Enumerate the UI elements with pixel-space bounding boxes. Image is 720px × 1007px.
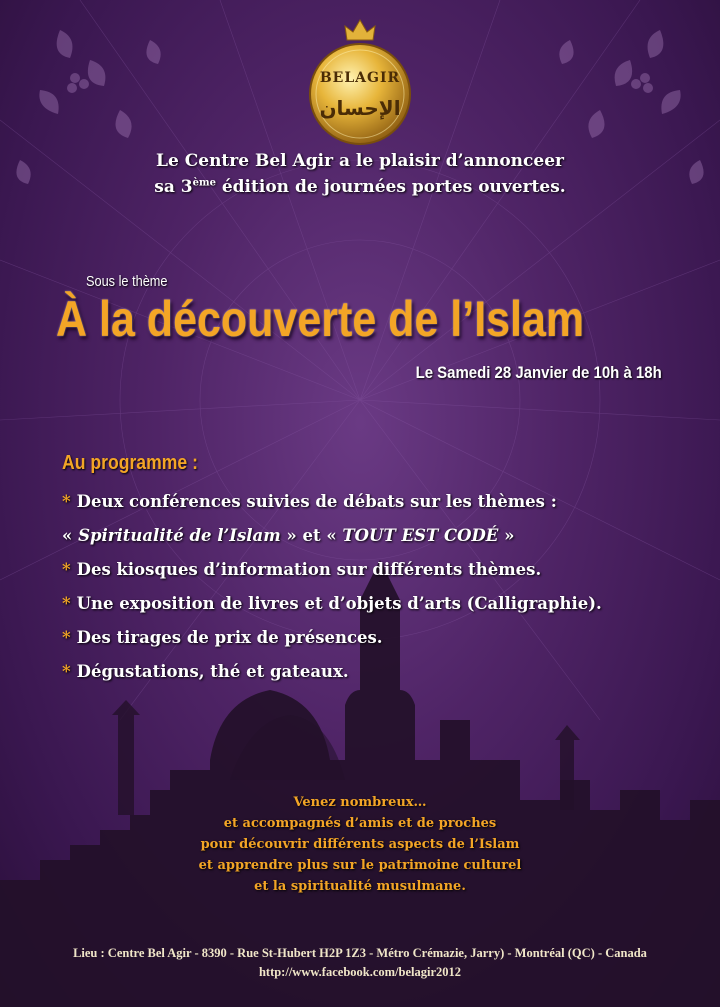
closing-line: et la spiritualité musulmane.	[254, 879, 466, 894]
logo-latin-text: BELAGIR	[319, 70, 401, 86]
conference-title-2: TOUT EST CODÉ	[342, 526, 499, 545]
quote-open: «	[62, 526, 79, 545]
closing-invitation	[0, 792, 720, 897]
closing-line: et apprendre plus sur le patrimoine culturel	[198, 858, 522, 873]
intro-line-2-start: sa 3	[154, 177, 193, 197]
theme-label: Sous le thème	[86, 273, 168, 290]
bullet-star: *	[62, 560, 71, 579]
bullet-star: *	[62, 628, 71, 647]
list-item	[62, 553, 702, 587]
edition-superscript: ème	[192, 177, 216, 189]
event-date: Le Samedi 28 Janvier de 10h à 18h	[415, 363, 662, 382]
program-list	[62, 485, 702, 689]
venue-address: Lieu : Centre Bel Agir - 8390 - Rue St-Hubert H2P 1Z3 - Métro Crémazie, Jarry) - Montréal (QC) - Canada	[73, 946, 647, 960]
program-item-text: Une exposition de livres et d’objets d’arts (Calligraphie).	[76, 594, 602, 613]
conference-title-1: Spiritualité de l’Islam	[78, 526, 281, 545]
logo-arabic-text: الإحسان	[319, 96, 401, 120]
closing-line: Venez nombreux…	[293, 795, 427, 810]
bullet-star: *	[62, 662, 71, 681]
footer-info	[0, 944, 720, 982]
quote-joiner: » et «	[280, 526, 343, 545]
closing-line: pour découvrir différents aspects de l’Islam	[200, 837, 520, 852]
list-item	[62, 587, 702, 621]
list-item	[62, 621, 702, 655]
program-item-text: Des tirages de prix de présences.	[76, 628, 383, 647]
list-item	[62, 519, 702, 553]
bullet-star: *	[62, 492, 71, 511]
intro-line-1: Le Centre Bel Agir a le plaisir d’annonceer	[156, 151, 564, 171]
program-item-text: Deux conférences suivies de débats sur les thèmes :	[76, 492, 557, 511]
event-title: À la découverte de l’Islam	[56, 291, 585, 347]
program-item-text: Des kiosques d’information sur différents thèmes.	[76, 560, 542, 579]
bullet-star: *	[62, 594, 71, 613]
closing-line: et accompagnés d’amis et de proches	[223, 816, 497, 831]
list-item	[62, 485, 702, 519]
program-heading: Au programme :	[62, 452, 198, 474]
list-item	[62, 655, 702, 689]
facebook-link[interactable]: http://www.facebook.com/belagir2012	[258, 965, 462, 979]
intro-line-2-end: édition de journées portes ouvertes.	[215, 177, 566, 197]
quote-close: »	[498, 526, 515, 545]
program-item-text: Dégustations, thé et gateaux.	[76, 662, 349, 681]
